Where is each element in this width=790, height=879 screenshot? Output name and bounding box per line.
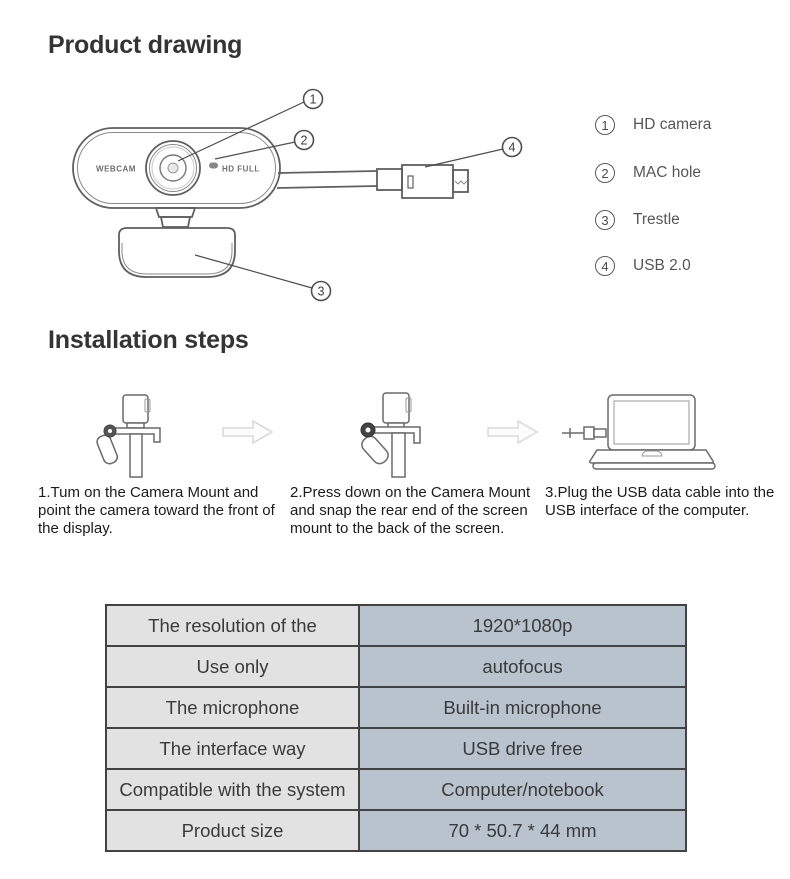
spec-label-size: Product size [106, 810, 359, 851]
callout-4 [425, 138, 522, 168]
step3-laptop-illustration [540, 390, 770, 485]
table-row [106, 769, 686, 810]
spec-label-interface: The interface way [106, 728, 359, 769]
callout-2 [215, 131, 314, 160]
callout-3-number: 3 [317, 284, 325, 299]
legend-number-badge: 2 [595, 163, 615, 183]
step2-camera-head [383, 393, 409, 423]
table-row [106, 687, 686, 728]
table-row [106, 728, 686, 769]
table-row [106, 646, 686, 687]
mac-hole-icon [209, 163, 218, 169]
legend-number-badge: 4 [595, 256, 615, 276]
legend-item-label: MAC hole [633, 164, 702, 181]
laptop-icon [590, 395, 715, 469]
usb-cable [277, 171, 377, 188]
legend-item-label: HD camera [633, 116, 712, 133]
spec-table [105, 604, 687, 852]
webcam-neck [156, 208, 195, 227]
arrow-right-icon [222, 418, 274, 446]
table-row [106, 605, 686, 646]
spec-value-interface: USB drive free [359, 728, 686, 769]
legend-item-label: USB 2.0 [633, 257, 691, 274]
step1-mount-pole [130, 434, 142, 477]
callout-2-number: 2 [300, 133, 308, 148]
spec-label-microphone: The microphone [106, 687, 359, 728]
step1-caption: 1.Tum on the Camera Mount and point the camera toward the front of the display. [38, 484, 275, 537]
table-row [106, 810, 686, 851]
hd-full-label: HD FULL [222, 164, 260, 174]
step1-camera-mount-illustration [90, 385, 210, 485]
step3-caption: 3.Plug the USB data cable into the USB interface of the computer. [545, 484, 775, 519]
webcam-print-label: WEBCAM [96, 164, 136, 174]
spec-label-use: Use only [106, 646, 359, 687]
legend-number-badge: 1 [595, 115, 615, 135]
webcam-diagram [55, 85, 535, 310]
spec-value-compatibility: Computer/notebook [359, 769, 686, 810]
callout-3 [195, 255, 331, 301]
callout-4-number: 4 [508, 140, 516, 155]
usb-plug [377, 165, 468, 198]
callout-1 [178, 90, 323, 162]
step2-mount-clip [359, 433, 391, 466]
callout-1-number: 1 [309, 92, 317, 107]
installation-steps-heading: Installation steps [48, 326, 249, 354]
spec-value-resolution: 1920*1080p [359, 605, 686, 646]
product-drawing-heading: Product drawing [48, 31, 243, 59]
spec-value-microphone: Built-in microphone [359, 687, 686, 728]
legend-item-hd-camera [595, 115, 711, 135]
trestle-base [119, 228, 235, 277]
usb-cable-plug-icon [562, 427, 606, 439]
step1-camera-head [123, 395, 148, 423]
legend-number-badge: 3 [595, 210, 615, 230]
legend-item-usb [595, 256, 691, 276]
spec-value-size: 70 * 50.7 * 44 mm [359, 810, 686, 851]
step2-camera-mount-illustration [340, 385, 460, 485]
hd-camera-lens [146, 141, 200, 195]
legend-item-label: Trestle [633, 211, 680, 228]
legend-item-mac-hole [595, 163, 701, 183]
spec-value-use: autofocus [359, 646, 686, 687]
spec-label-resolution: The resolution of the [106, 605, 359, 646]
arrow-right-icon [487, 418, 539, 446]
step2-caption: 2.Press down on the Camera Mount and snap the rear end of the screen mount to the back of the screen. [290, 484, 531, 537]
spec-label-compatibility: Compatible with the system [106, 769, 359, 810]
step2-mount-pole [392, 433, 405, 477]
step1-mount-clip [95, 433, 119, 465]
legend-item-trestle [595, 210, 680, 230]
